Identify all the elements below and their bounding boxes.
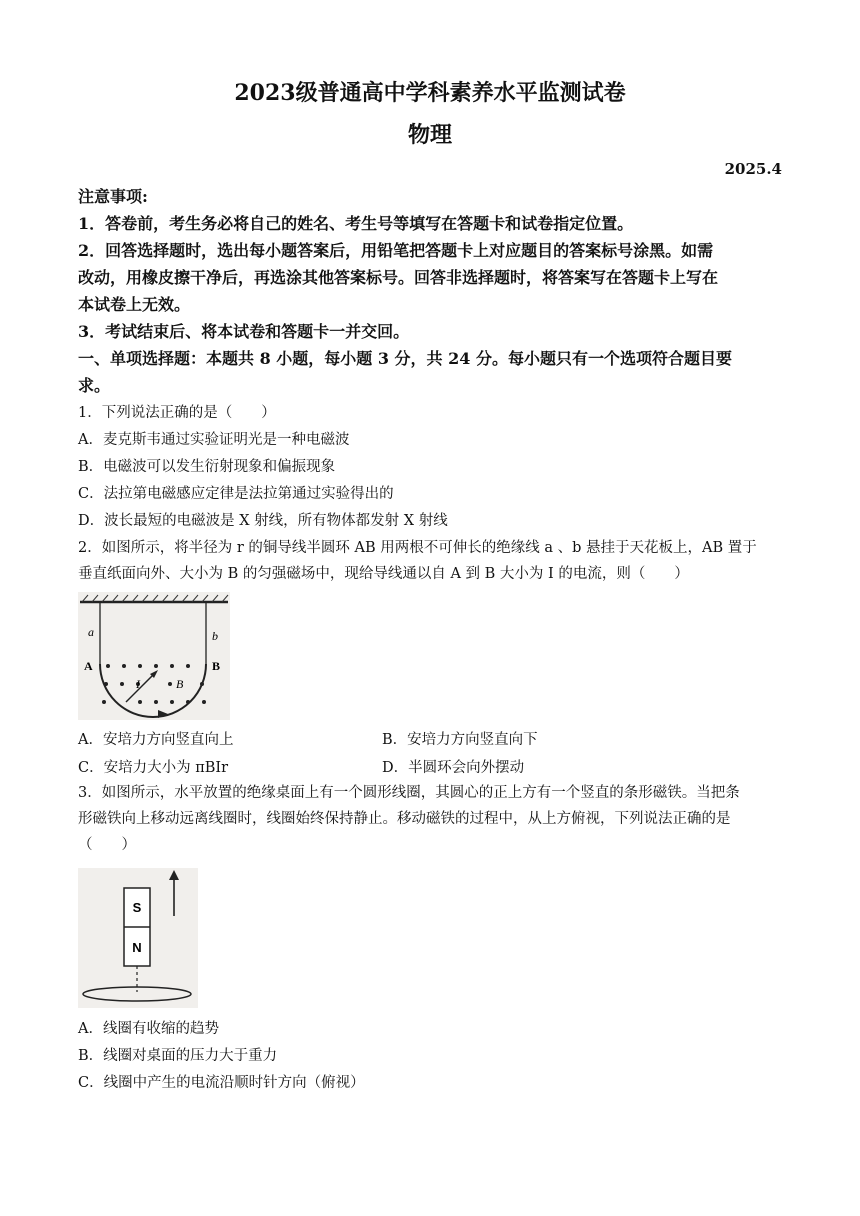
option-a: A．安培力方向竖直向上 — [78, 732, 234, 748]
question-stem: （ ） — [78, 837, 136, 853]
option-c: C．安培力大小为 πBIr — [78, 760, 229, 776]
note-item: 2．回答选择题时，选出每小题答案后，用铅笔把答题卡上对应题目的答案标号涂黑。如需 — [78, 241, 714, 260]
current-label: I — [136, 677, 140, 691]
south-pole-label: S — [132, 900, 142, 915]
option-a: A．线圈有收缩的趋势 — [78, 1021, 219, 1037]
exam-title: 2023级普通高中学科素养水平监测试卷 — [234, 80, 626, 106]
question-stem: 1．下列说法正确的是（ ） — [78, 405, 276, 421]
option-b: B．电磁波可以发生衍射现象和偏振现象 — [78, 459, 336, 475]
option-d: D．波长最短的电磁波是 X 射线，所有物体都发射 X 射线 — [78, 513, 448, 529]
point-a-label: A — [84, 659, 93, 673]
north-pole-label: N — [132, 940, 142, 955]
option-c: C．法拉第电磁感应定律是法拉第通过实验得出的 — [78, 486, 394, 502]
subject-title: 物理 — [407, 122, 452, 148]
bar-magnet-coil-figure — [78, 868, 198, 1008]
option-b: B．线圈对桌面的压力大于重力 — [78, 1048, 278, 1064]
section-heading-line: 求。 — [78, 376, 111, 395]
question-stem: 2．如图所示，将半径为 r 的铜导线半圆环 AB 用两根不可伸长的绝缘线 a 、b 悬挂于天花板上，AB 置于 — [78, 540, 757, 556]
point-b-label: B — [212, 659, 221, 673]
option-d: D．半圆环会向外摆动 — [382, 760, 525, 776]
exam-date: 2025.4 — [724, 160, 782, 178]
question-stem: 3．如图所示，水平放置的绝缘桌面上有一个圆形线圈，其圆心的正上方有一个竖直的条形磁铁。当把条 — [78, 785, 740, 801]
note-item: 本试卷上无效。 — [78, 295, 191, 314]
note-item: 改动，用橡皮擦干净后，再选涂其他答案标号。回答非选择题时，将答案写在答题卡上写在 — [78, 268, 719, 287]
section-heading-line: 一、单项选择题：本题共 8 小题，每小题 3 分，共 24 分。每小题只有一个选项符合题目要 — [78, 349, 732, 368]
option-b: B．安培力方向竖直向下 — [382, 732, 538, 748]
thread-a-label: a — [88, 625, 94, 639]
question-stem: 形磁铁向上移动远离线圈时，线圈始终保持静止。移动磁铁的过程中，从上方俯视，下列说法正确的是 — [78, 811, 731, 827]
notes-heading: 注意事项: — [78, 187, 148, 206]
option-a: A．麦克斯韦通过实验证明光是一种电磁波 — [78, 432, 350, 448]
field-label: B — [176, 677, 184, 691]
question-stem: 垂直纸面向外、大小为 B 的匀强磁场中，现给导线通以自 A 到 B 大小为 I 的电流，则（ ） — [78, 566, 689, 582]
thread-b-label: b — [212, 629, 218, 643]
option-c: C．线圈中产生的电流沿顺时针方向（俯视） — [78, 1075, 365, 1091]
note-item: 3．考试结束后、将本试卷和答题卡一并交回。 — [78, 322, 410, 341]
note-item: 1．答卷前，考生务必将自己的姓名、考生号等填写在答题卡和试卷指定位置。 — [78, 214, 634, 233]
semicircle-magnetic-field-figure — [78, 592, 230, 720]
